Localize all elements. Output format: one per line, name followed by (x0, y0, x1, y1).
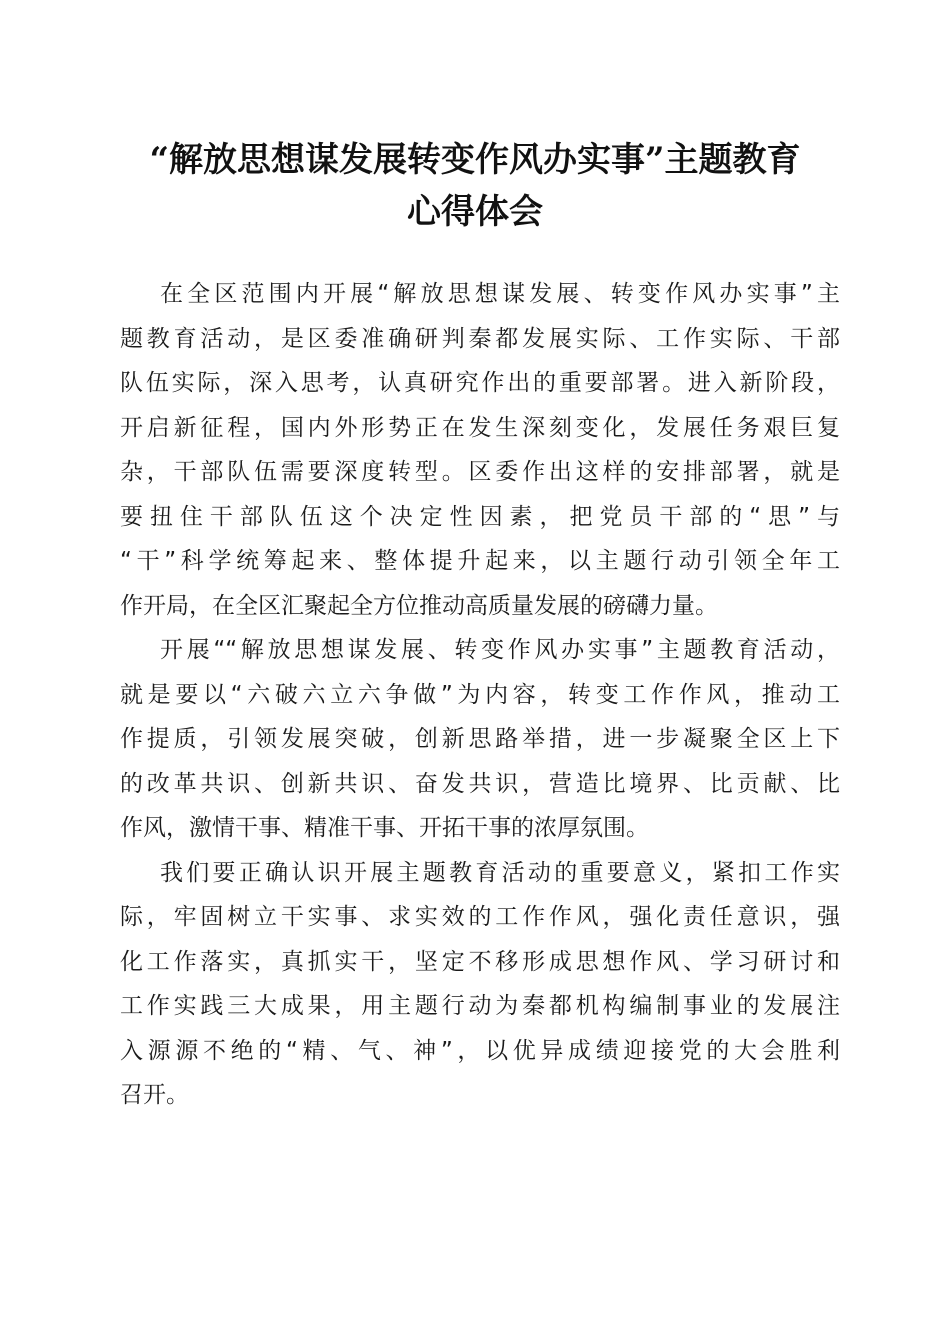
paragraph-line: 要扭住干部队伍这个决定性因素，把党员干部的“思”与 (120, 503, 840, 530)
paragraph-line: 作风，激情干事、精准干事、开拓干事的浓厚氛围。 (120, 815, 649, 841)
paragraph-line: 的改革共识、创新共识、奋发共识，营造比境界、比贡献、比 (120, 770, 840, 797)
paragraph-line: “干”科学统筹起来、整体提升起来，以主题行动引领全年工 (120, 548, 840, 574)
paragraph-1 (120, 272, 840, 628)
paragraph-line: 召开。 (120, 1082, 189, 1108)
title-line-1: “解放思想谋发展转变作风办实事”主题教育 (149, 140, 801, 180)
paragraph-line: 作开局，在全区汇聚起全方位推动高质量发展的磅礴力量。 (120, 592, 718, 619)
paragraph-line: 在全区范围内开展“解放思想谋发展、转变作风办实事”主 (160, 281, 840, 307)
paragraph-line: 队伍实际，深入思考，认真研究作出的重要部署。进入新阶段， (120, 370, 840, 396)
paragraph-line: 工作实践三大成果，用主题行动为秦都机构编制事业的发展注 (120, 993, 840, 1019)
paragraph-2 (120, 628, 840, 851)
title-line-2: 心得体会 (407, 192, 543, 232)
paragraph-line: 作提质，引领发展突破，创新思路举措，进一步凝聚全区上下 (120, 726, 840, 752)
paragraph-line: 题教育活动，是区委准确研判秦都发展实际、工作实际、干部 (120, 325, 840, 352)
paragraph-line: 开启新征程，国内外形势正在发生深刻变化，发展任务艰巨复 (120, 414, 840, 441)
paragraph-line: 开展““解放思想谋发展、转变作风办实事”主题教育活动， (160, 637, 840, 663)
paragraph-line: 我们要正确认识开展主题教育活动的重要意义，紧扣工作实 (160, 859, 840, 886)
paragraph-line: 杂，干部队伍需要深度转型。区委作出这样的安排部署，就是 (120, 459, 840, 485)
paragraph-line: 就是要以“六破六立六争做”为内容，转变工作作风，推动工 (120, 681, 840, 708)
document-title (100, 134, 850, 238)
paragraph-line: 入源源不绝的“精、气、神”，以优异成绩迎接党的大会胜利 (120, 1037, 840, 1064)
paragraph-3 (120, 851, 840, 1118)
paragraph-line: 化工作落实，真抓实干，坚定不移形成思想作风、学习研讨和 (120, 948, 840, 975)
document-body (120, 272, 840, 1118)
paragraph-line: 际，牢固树立干实事、求实效的工作作风，强化责任意识，强 (120, 904, 840, 930)
